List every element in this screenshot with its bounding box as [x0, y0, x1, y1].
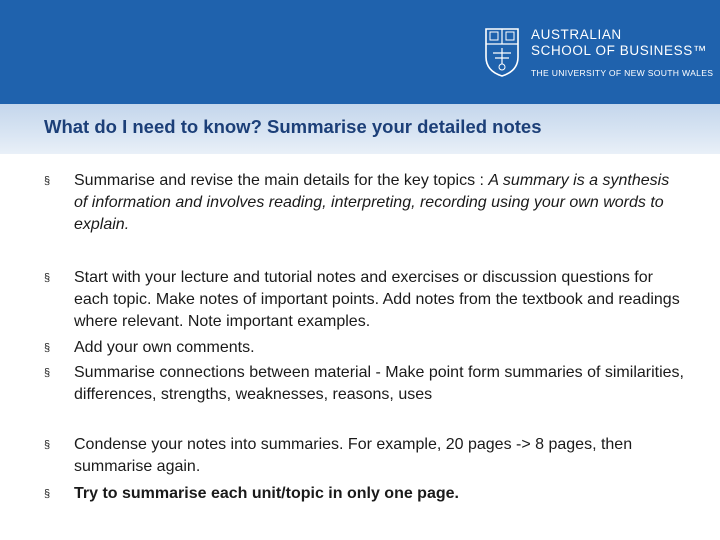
bullet-marker: §: [44, 367, 51, 379]
bullet-item: [44, 434, 684, 478]
bullet-marker: §: [44, 488, 51, 500]
bullet-text: Summarise and revise the main details for the key topics : A summary is a synthesis of information and involves reading, interpreting, recording using your own words to explain.: [74, 172, 670, 233]
bullet-italic-text: A summary is a synthesis of information and involves reading, interpreting, recording using your own words to explain.: [74, 172, 670, 233]
logo-text: [531, 27, 713, 78]
bullet-item: [44, 337, 684, 359]
bullet-item: [44, 362, 684, 406]
bullet-text: Summarise connections between material - Make point form summaries of similarities, differences, strengths, weaknesses, reasons, uses: [74, 364, 684, 403]
page-title: What do I need to know? Summarise your detailed notes: [44, 116, 542, 137]
bullet-text: Try to summarise each unit/topic in only one page.: [74, 485, 459, 502]
bullet-item: [44, 170, 684, 236]
bullet-text: Add your own comments.: [74, 339, 255, 356]
header-banner: [0, 0, 720, 104]
bullet-marker: §: [44, 175, 51, 187]
bullet-item: [44, 483, 684, 505]
logo-line-australian: AUSTRALIAN: [531, 27, 622, 42]
unsw-crest-icon: [484, 27, 520, 77]
title-bar: [0, 104, 720, 154]
bullet-item: [44, 267, 684, 333]
bullet-text: Start with your lecture and tutorial notes and exercises or discussion questions for each topic. Make notes of important points. Add notes from the textbook and readings where relevant. Note important examples.: [74, 269, 680, 330]
bullet-marker: §: [44, 342, 51, 354]
logo-line-university: THE UNIVERSITY OF NEW SOUTH WALES: [531, 68, 714, 78]
bullet-text: Condense your notes into summaries. For example, 20 pages -> 8 pages, then summarise again.: [74, 436, 633, 475]
bullet-marker: §: [44, 439, 51, 451]
bullet-marker: §: [44, 272, 51, 284]
logo-line-school: SCHOOL OF BUSINESS™: [531, 43, 707, 58]
